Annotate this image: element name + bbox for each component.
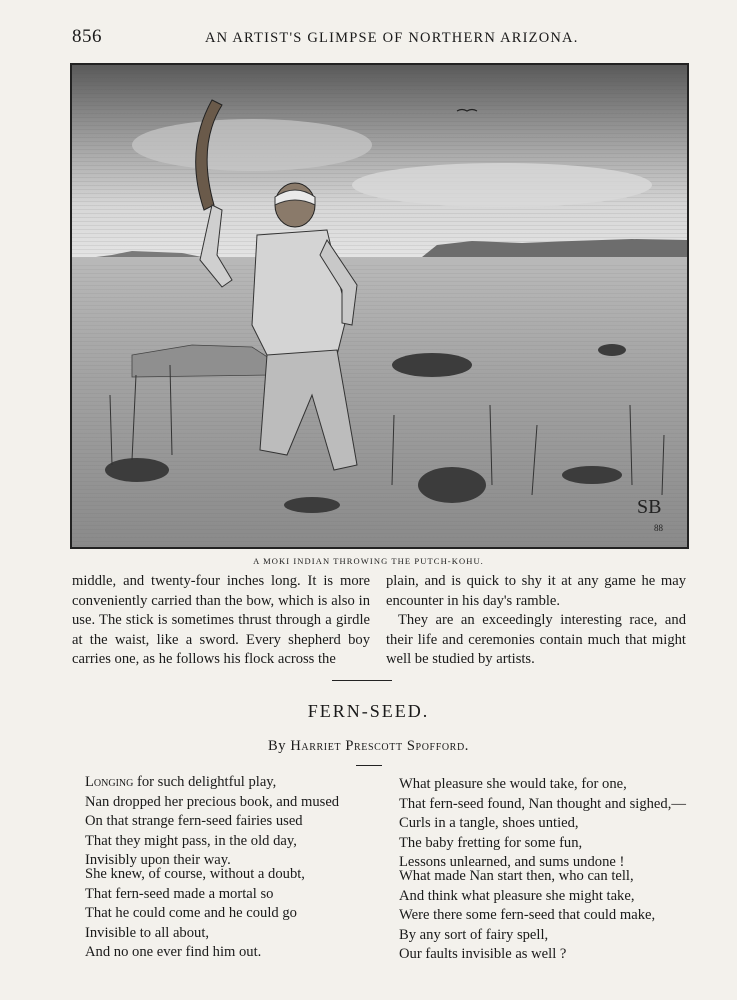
poem-line: What made Nan start then, who can tell,	[399, 868, 634, 884]
article-right-column	[386, 572, 686, 670]
poem-line: Nan dropped her precious book, and mused	[85, 793, 340, 810]
poem-line: That they might pass, in the old day,	[85, 832, 297, 849]
poem-line: And think what pleasure she might take,	[399, 887, 635, 904]
poem-line: Were there some fern-seed that could make,	[399, 907, 656, 923]
poem-line: Our faults invisible as well ?	[399, 946, 567, 962]
poem-line: She knew, of course, without a doubt,	[85, 866, 305, 882]
poem-stanza-2	[85, 865, 305, 963]
running-head: AN ARTIST'S GLIMPSE OF NORTHERN ARIZONA.	[205, 30, 579, 46]
poem-line: That fern-seed made a mortal so	[85, 885, 274, 902]
poem-line: The baby fretting for some fun,	[399, 834, 583, 851]
poem-line: Curls in a tangle, shoes untied,	[399, 815, 579, 831]
poem-line: And no one ever find him out.	[85, 944, 262, 960]
cloud	[352, 163, 652, 207]
poem-stanza-1	[85, 773, 339, 871]
engraving-svg	[72, 65, 687, 547]
poem-line	[85, 773, 339, 793]
poem-line: By any sort of fairy spell,	[399, 926, 549, 943]
article-paragraph: middle, and twenty-four inches long. It is more conveniently carried than the bow, which is also in use. The stick is sometimes thrust through a girdle at the waist, like a sword. Every shepherd boy carries one, as he follows his flock across the	[72, 573, 370, 667]
poem-stanza-3	[399, 775, 686, 873]
poem-line-rest: for such delightful play,	[133, 774, 277, 790]
plain-hatching	[72, 265, 687, 547]
article-paragraph: plain, and is quick to shy it at any game he may encounter in his day's ramble.	[386, 573, 686, 609]
poem-first-word: Longing	[85, 774, 134, 790]
artist-signature: SB	[637, 496, 662, 518]
poem-line: What pleasure she would take, for one,	[399, 776, 627, 792]
article-paragraph: They are an exceedingly interesting race, and their life and ceremonies contain much that might well be studied by artists.	[386, 612, 686, 667]
artist-signature-year: 88	[654, 523, 663, 533]
byline-author: Harriet Prescott Spofford.	[290, 738, 469, 754]
poem-line: On that strange fern-seed fairies used	[85, 813, 303, 829]
byline-divider	[356, 765, 382, 766]
poem-title: FERN-SEED.	[307, 701, 430, 721]
poem-line: That he could come and he could go	[85, 905, 297, 921]
byline-prefix: By	[267, 738, 287, 754]
page-number: 856	[72, 26, 102, 47]
poem-byline	[0, 738, 737, 755]
article-left-column	[72, 572, 370, 670]
poem-line: Lessons unlearned, and sums undone !	[399, 854, 625, 870]
section-divider	[332, 680, 392, 681]
poem-line: Invisible to all about,	[85, 924, 210, 941]
poem-line: That fern-seed found, Nan thought and sighed,—	[399, 795, 686, 812]
illustration-caption: A MOKI INDIAN THROWING THE PUTCH-KOHU.	[253, 556, 484, 566]
poem-stanza-4	[399, 867, 655, 965]
illustration	[70, 63, 689, 549]
poem-line: Invisibly upon their way.	[85, 852, 231, 868]
cloud	[132, 119, 372, 171]
